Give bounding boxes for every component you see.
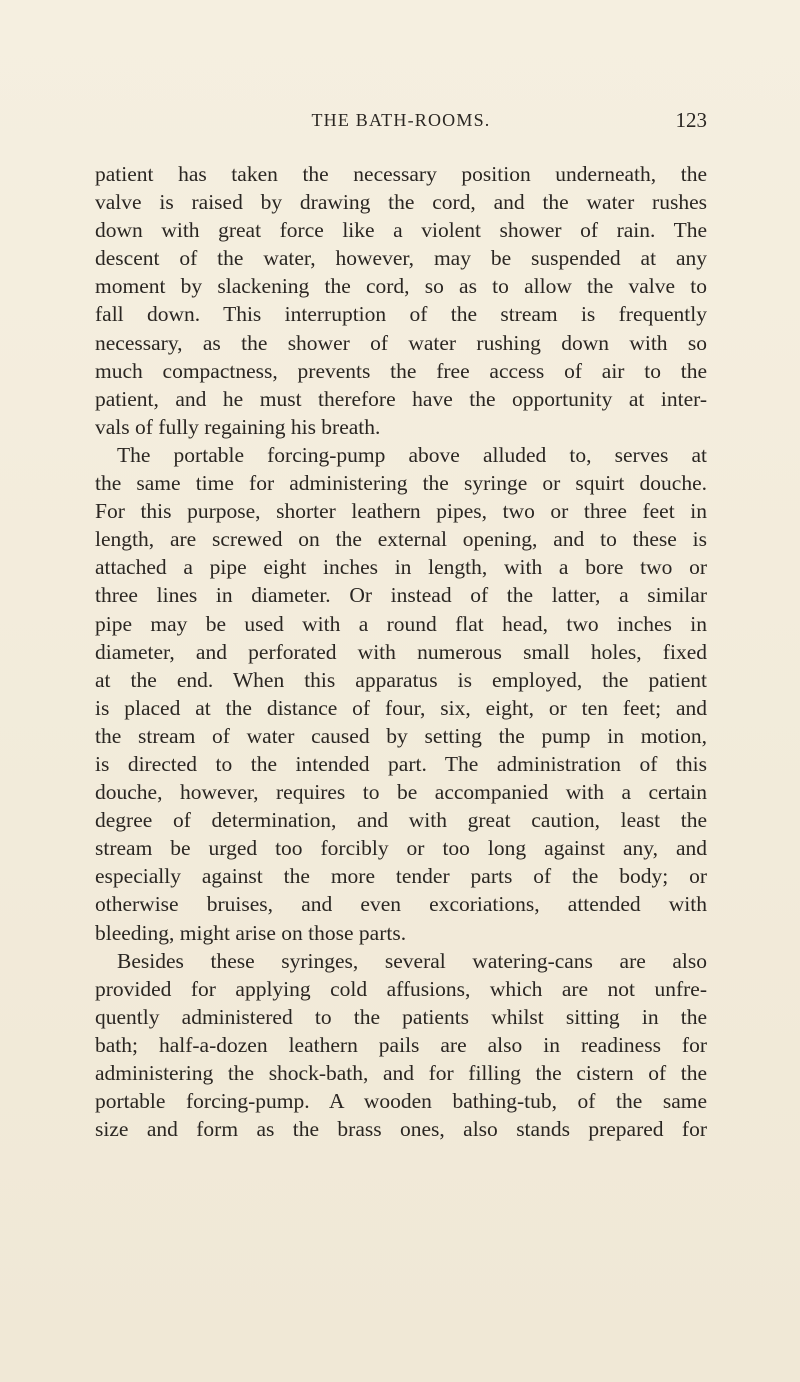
running-title: THE BATH-ROOMS. bbox=[311, 110, 491, 130]
text-line: The portable forcing-pump above alluded to, serves at bbox=[117, 442, 707, 467]
text-line: moment by slackening the cord, so as to allow the valve to bbox=[95, 274, 707, 299]
text-line: patient has taken the necessary position underneath, the bbox=[95, 162, 707, 186]
text-line: otherwise bruises, and even excoriations, attended with bbox=[95, 892, 707, 917]
text-line: stream be urged too forcibly or too long against any, and bbox=[95, 836, 707, 861]
text-line: much compactness, prevents the free access of air to the bbox=[95, 358, 707, 383]
text-line: length, are screwed on the external opening, and to these is bbox=[95, 527, 707, 552]
text-line: especially against the more tender parts of the body; or bbox=[95, 864, 707, 889]
text-line: provided for applying cold affusions, which are not unfre- bbox=[95, 976, 707, 1001]
text-line: vals of fully regaining his breath. bbox=[95, 414, 381, 439]
text-line: diameter, and perforated with numerous small holes, fixed bbox=[95, 639, 707, 664]
text-line: is directed to the intended part. The administration of this bbox=[95, 751, 707, 776]
page-number: 123 bbox=[675, 108, 707, 132]
text-line: douche, however, requires to be accompanied with a certain bbox=[95, 780, 707, 805]
text-line: the stream of water caused by setting the pump in motion, bbox=[95, 723, 707, 748]
text-line: For this purpose, shorter leathern pipes, two or three feet in bbox=[95, 499, 707, 524]
body-text bbox=[95, 160, 707, 1143]
text-line: administering the shock-bath, and for filling the cistern of the bbox=[95, 1061, 707, 1085]
text-line: bleeding, might arise on those parts. bbox=[95, 920, 407, 945]
text-line: three lines in diameter. Or instead of the latter, a similar bbox=[95, 583, 707, 608]
paragraph bbox=[95, 160, 707, 441]
text-line: necessary, as the shower of water rushing down with so bbox=[95, 330, 707, 355]
paragraph bbox=[95, 441, 707, 947]
text-line: attached a pipe eight inches in length, with a bore two or bbox=[95, 555, 707, 580]
text-line: portable forcing-pump. A wooden bathing-tub, of the same bbox=[95, 1089, 707, 1114]
text-line: degree of determination, and with great caution, least the bbox=[95, 808, 707, 833]
text-line: bath; half-a-dozen leathern pails are also in readiness for bbox=[95, 1032, 707, 1057]
text-line: Besides these syringes, several watering-cans are also bbox=[117, 948, 707, 973]
text-line: patient, and he must therefore have the opportunity at inter- bbox=[95, 386, 707, 411]
text-line: the same time for administering the syringe or squirt douche. bbox=[95, 471, 707, 496]
text-line: descent of the water, however, may be suspended at any bbox=[95, 246, 707, 271]
text-line: down with great force like a violent shower of rain. The bbox=[95, 218, 707, 243]
paragraph bbox=[95, 947, 707, 1144]
text-line: fall down. This interruption of the stream is frequently bbox=[95, 302, 707, 327]
text-line: valve is raised by drawing the cord, and the water rushes bbox=[95, 190, 707, 215]
text-line: is placed at the distance of four, six, eight, or ten feet; and bbox=[95, 695, 707, 720]
text-line: at the end. When this apparatus is employed, the patient bbox=[95, 667, 707, 692]
text-line: size and form as the brass ones, also stands prepared for bbox=[95, 1117, 707, 1142]
text-line: quently administered to the patients whilst sitting in the bbox=[95, 1004, 707, 1029]
running-head bbox=[95, 108, 707, 138]
text-line: pipe may be used with a round flat head, two inches in bbox=[95, 611, 707, 636]
